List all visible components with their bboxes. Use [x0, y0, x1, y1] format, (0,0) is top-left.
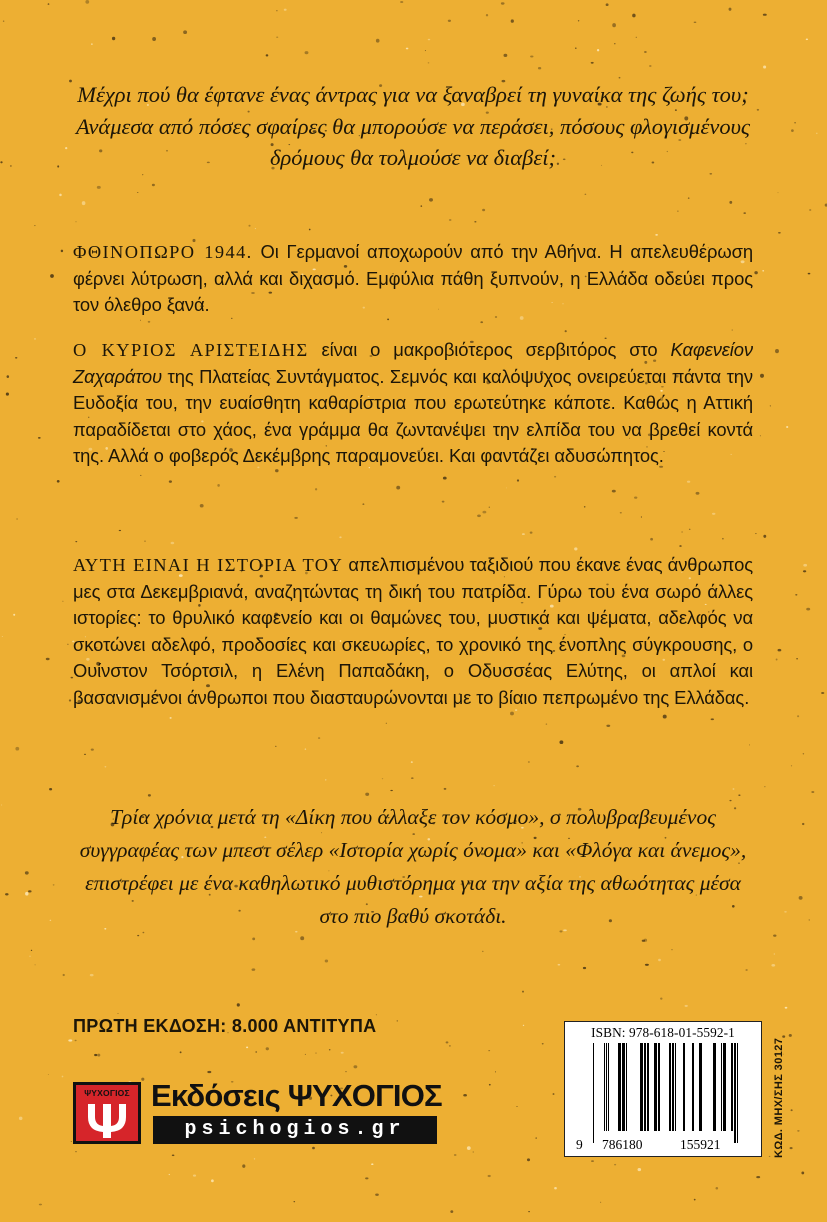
publisher-url: psichogios.gr [153, 1116, 437, 1144]
psi-logo-icon [73, 1082, 141, 1144]
paragraph-aristeidis [73, 337, 753, 470]
paragraph-lead: ΑΥΤΗ ΕΙΝΑΙ Η ΙΣΤΟΡΙΑ ΤΟΥ [73, 555, 344, 575]
paragraph-text: της Πλατείας Συντάγματος. Σεμνός και καλόψυχος ονειρεύεται πάντα την Ευδοξία του, την ευαίσθητη καθαρίστρια που ερωτεύτηκε κάποτε. Καθώς η Αττική παραδίδεται στο χάος, ένα γράμμα θα ζωντανέψει την ελπίδα του να βρεθεί κοντά της. Αλλά ο φοβερός Δεκέμβρης παραμονεύει. Και φαντάζει αδυσώπητος. [73, 365, 753, 466]
product-code: ΚΩΔ. ΜΗΧ/ΣΗΣ 30127 [773, 1037, 785, 1158]
barcode-digits [565, 1137, 761, 1153]
isbn-text: ISBN: 978-618-01-5592-1 [591, 1025, 735, 1040]
paragraph-text: Οι Γερμανοί αποχωρούν από την Αθήνα. Η απελευθέρωση φέρνει λύτρωση, αλλά και διχασμό. Εμφύλια πάθη ξυπνούν, η Ελλάδα οδεύει προς τον όλεθρο ξανά. [73, 241, 753, 315]
barcode-digits-right: 155921 [680, 1137, 721, 1152]
paragraph-text: απελπισμένου ταξιδιού που έκανε ένας άνθρωπος μες στα Δεκεμβριανά, αναζητώντας τη δική του πατρίδα. Γύρω του ένα σωρό άλλες ιστορίες: το θρυλικό καφενείο και οι θαμώνες του, μυστικά και ψέματα, αδελφός να σκοτώνει αδελφό, προδοσίες και σκευωρίες, το χρονικό της ένοπλης σύγκρουσης, ο Ουίνστον Τσόρτσιλ, η Ελένη Παπαδάκη, ο Οδυσσέας Ελύτης, οι απλοί και βασανισμένοι άνθρωποι που διασταυρώνονται με το βίαιο πεπρωμένο της Ελλάδας. [73, 554, 753, 708]
barcode-digit-first: 9 [576, 1137, 583, 1152]
barcode-panel [564, 1021, 762, 1157]
intro-question: Μέχρι πού θα έφτανε ένας άντρας για να ξαναβρεί τη γυναίκα της ζωής του; Ανάμεσα από πόσες σφαίρες θα μπορούσε να περάσει, πόσους φλογισμένους δρόμους θα τολμούσε να διαβεί; [75, 82, 751, 170]
paragraph-story [73, 552, 753, 711]
paragraph-text: είναι ο μακροβιότερος σερβιτόρος στο [308, 339, 671, 360]
psi-glyph-icon [82, 1100, 132, 1140]
barcode-digits-left: 786180 [602, 1137, 643, 1152]
publisher-logo [73, 1078, 442, 1144]
closing-blurb: Τρία χρόνια μετά τη «Δίκη που άλλαξε τον κόσμο», ο πολυβραβευμένος συγγραφέας των μπεστ σέλερ «Ιστορία χωρίς όνομα» και «Φλόγα και άνεμος», επιστρέφει με ένα καθηλωτικό μυθιστόρημα για την αξία της αθωότητας μέσα στο πιο βαθύ σκοτάδι. [79, 805, 747, 928]
paragraph-lead: ΦΘΙΝΟΠΩΡΟ 1944. [73, 242, 253, 262]
logo-mark-text: ΨΥΧΟΓΙΟΣ [84, 1088, 130, 1098]
barcode-bars [579, 1043, 749, 1143]
publisher-name: Εκδόσεις ΨΥΧΟΓΙΟΣ [151, 1078, 442, 1113]
paragraph-autumn-1944 [73, 239, 753, 319]
first-edition-note: ΠΡΩΤΗ ΕΚΔΟΣΗ: 8.000 ΑΝΤΙΤΥΠΑ [73, 1016, 377, 1036]
cafe-name: Καφενείον Ζαχαράτου [73, 339, 753, 387]
paragraph-lead: Ο ΚΥΡΙΟΣ ΑΡΙΣΤΕΙΔΗΣ [73, 340, 309, 360]
